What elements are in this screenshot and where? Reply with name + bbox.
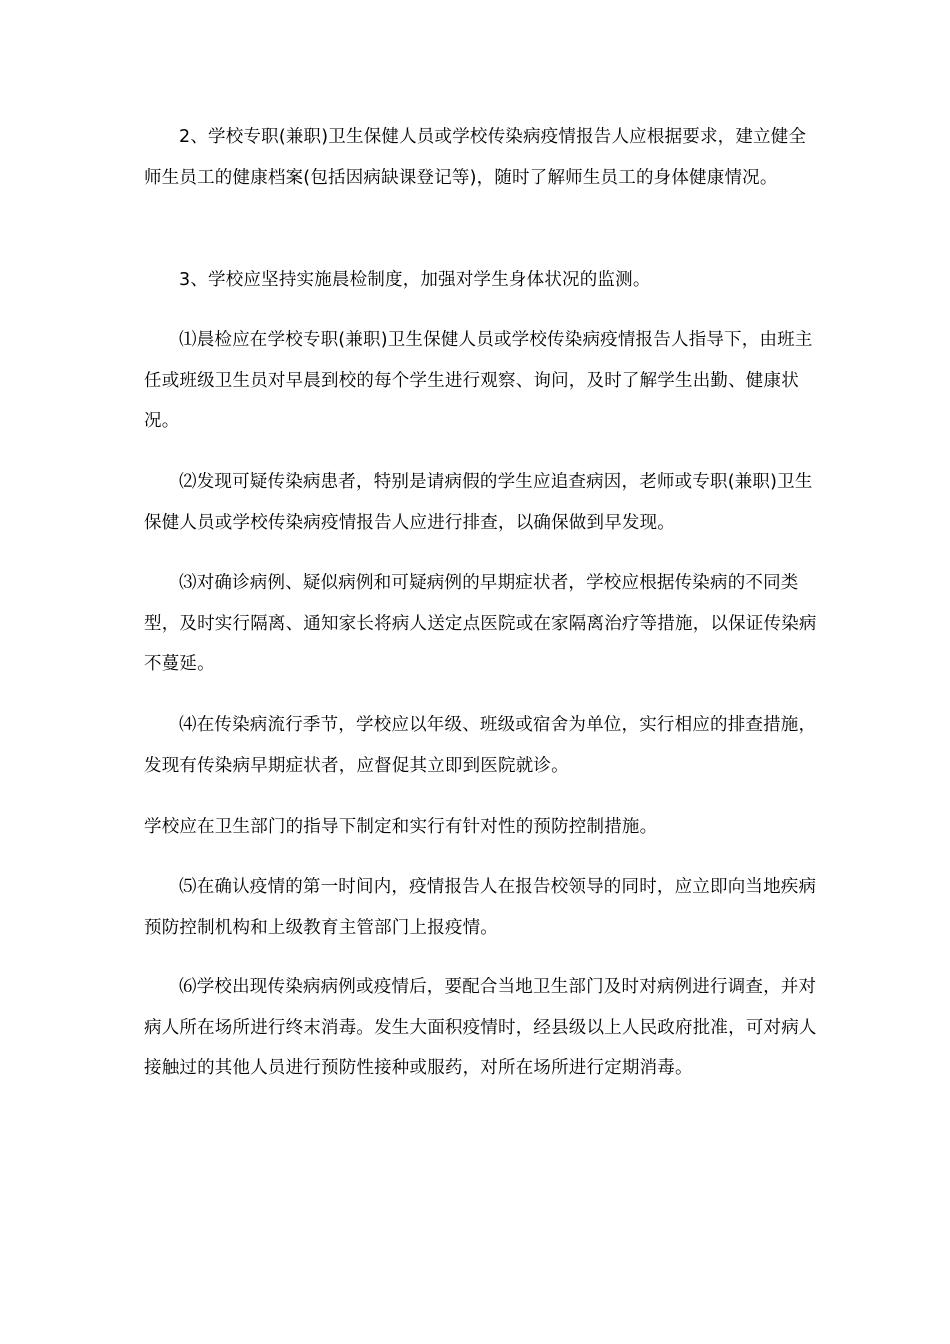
paragraph-report-epidemic: ⑸在确认疫情的第一时间内，疫情报告人在报告校领导的同时，应立即向当地疾病预防控制机构和上级教育主管部门上报疫情。 [144, 877, 817, 938]
paragraph-morning-check-procedure: ⑴晨检应在学校专职(兼职)卫生保健人员或学校传染病疫情报告人指导下，由班主任或班级卫生员对早晨到校的每个学生进行观察、询问，及时了解学生出勤、健康状况。 [144, 330, 813, 431]
paragraph-disinfection: ⑹学校出现传染病病例或疫情后，要配合当地卫生部门及时对病例进行调查，并对病人所在场所进行终末消毒。发生大面积疫情时，经县级以上人民政府批准，可对病人接触过的其他人员进行预防性接种或服药，对所在场所进行定期消毒。 [144, 977, 817, 1078]
paragraph-epidemic-season: ⑷在传染病流行季节，学校应以年级、班级或宿舍为单位，实行相应的排查措施，发现有传染病早期症状者，应督促其立即到医院就诊。 [144, 715, 817, 776]
paragraph-health-records: 2、学校专职(兼职)卫生保健人员或学校传染病疫情报告人应根据要求，建立健全师生员工的健康档案(包括因病缺课登记等)，随时了解师生员工的身体健康情况。 [144, 127, 807, 188]
paragraph-prevention-measures: 学校应在卫生部门的指导下制定和实行有针对性的预防控制措施。 [144, 817, 658, 837]
paragraph-suspected-cases: ⑵发现可疑传染病患者，特别是请病假的学生应追查病因，老师或专职(兼职)卫生保健人员或学校传染病疫情报告人应进行排查，以确保做到早发现。 [144, 472, 813, 533]
paragraph-morning-check-system: 3、学校应坚持实施晨检制度，加强对学生身体状况的监测。 [179, 270, 651, 290]
paragraph-isolation-measures: ⑶对确诊病例、疑似病例和可疑病例的早期症状者，学校应根据传染病的不同类型，及时实行隔离、通知家长将病人送定点医院或在家隔离治疗等措施，以保证传染病不蔓延。 [144, 573, 817, 674]
